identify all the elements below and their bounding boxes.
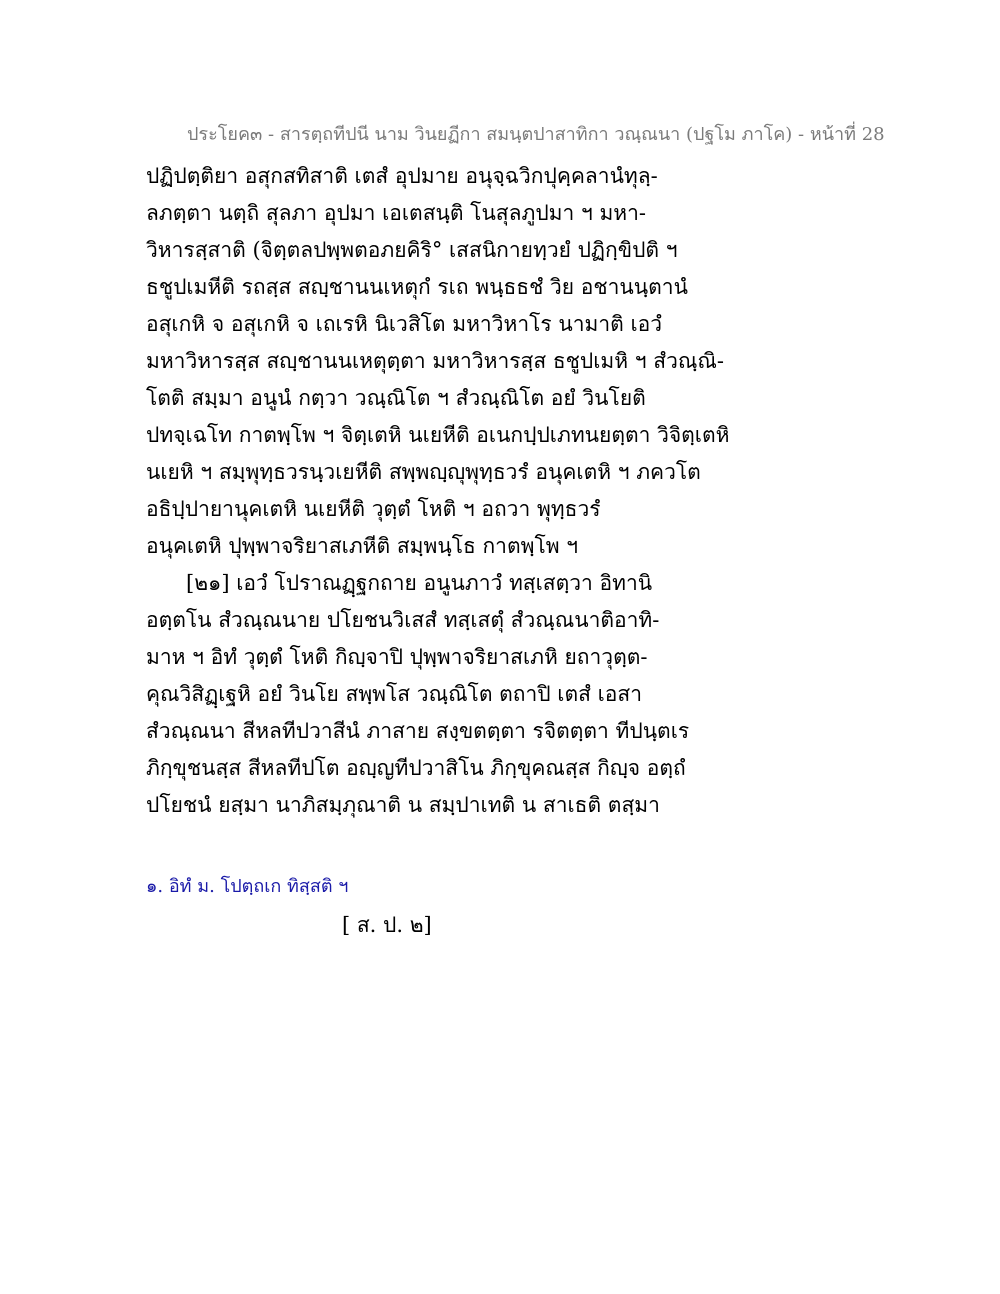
running-header: ประโยค๓ - สารตฺถทีปนี นาม วินยฏีกา สมนฺตปาสาทิกา วณฺณนา (ปฐโม ภาโค) - หน้าที่ 28 (187, 124, 885, 145)
text-line: อสุเกหิ จ อสุเกหิ จ เถเรหิ นิเวสิโต มหาวิหาโร นามาติ เอวํ (146, 312, 663, 336)
text-line: ปทจฺเฉโท กาตพฺโพ ฯ จิตฺเตหิ นเยหีติ อเนกปฺปเภทนยตฺตา วิจิตฺเตหิ (146, 423, 730, 447)
text-line: ปฏิปตฺติยา อสุกสทิสาติ เตสํ อุปมาย อนุจฺฉวิกปุคฺคลานํทุลฺ- (146, 164, 658, 188)
text-line: ปโยชนํ ยสฺมา นาภิสมฺภุณาติ น สมฺปาเทติ น สาเธติ ตสฺมา (146, 793, 660, 817)
signature-mark: [ ส. ป. ๒] (342, 913, 432, 937)
text-line: สํวณฺณนา สีหลทีปวาสีนํ ภาสาย สงฺขตตฺตา รจิตตฺตา ทีปนฺตเร (146, 719, 690, 743)
body-text (146, 158, 730, 824)
text-line: อตฺตโน สํวณฺณนาย ปโยชนวิเสสํ ทสฺเสตุํ สํวณฺณนาติอาทิ- (146, 608, 660, 632)
text-line: มาห ฯ อิทํ วุตฺตํ โหติ กิญฺจาปิ ปุพฺพาจริยาสเภหิ ยถาวุตฺต- (146, 645, 648, 669)
text-line: นเยหิ ฯ สมฺพุทฺธวรนฺวเยหีติ สพฺพญฺญุพุทฺธวรํ อนุคเตหิ ฯ ภควโต (146, 460, 701, 484)
text-line: มหาวิหารสฺส สญฺชานนเหตุตฺตา มหาวิหารสฺส ธชูปเมหิ ฯ สํวณฺณิ- (146, 349, 724, 373)
text-line: อธิปฺปายานุคเตหิ นเยหีติ วุตฺตํ โหติ ฯ อถวา พุทฺธวรํ (146, 497, 601, 521)
text-line: คุณวิสิฏฺเฐหิ อยํ วินโย สพฺพโส วณฺณิโต ตถาปิ เตสํ เอสา (146, 682, 643, 706)
text-line: โตติ สมฺมา อนูนํ กตฺวา วณฺณิโต ฯ สํวณฺณิโต อยํ วินโยติ (146, 386, 646, 410)
text-line: ภิกฺขุชนสฺส สีหลทีปโต อญฺญทีปวาสิโน ภิกฺขุคณสฺส กิญฺจ อตฺถํ (146, 756, 686, 780)
text-line: อนุคเตหิ ปุพฺพาจริยาสเภหีติ สมฺพนฺโธ กาตพฺโพ ฯ (146, 534, 579, 558)
text-line: ลภตฺตา นตฺถิ สุลภา อุปมา เอเตสนฺติ โนสุลภูปมา ฯ มหา- (146, 201, 647, 225)
text-line: วิหารสฺสาติ (จิตฺตลปพฺพตอภยคิริ° เสสนิกายทฺวยํ ปฏิกฺขิปติ ฯ (146, 238, 678, 262)
footnote: ๑. อิทํ ม. โปตฺถเก ทิสฺสติ ฯ (146, 876, 349, 897)
paragraph-start-line: [๒๑] เอวํ โปราณฏฺฐกถาย อนูนภาวํ ทสฺเสตฺวา อิทานิ (186, 571, 653, 595)
text-line: ธชูปเมหีติ รถสฺส สญฺชานนเหตุกํ รเถ พนฺธธชํ วิย อชานนฺตานํ (146, 275, 688, 299)
